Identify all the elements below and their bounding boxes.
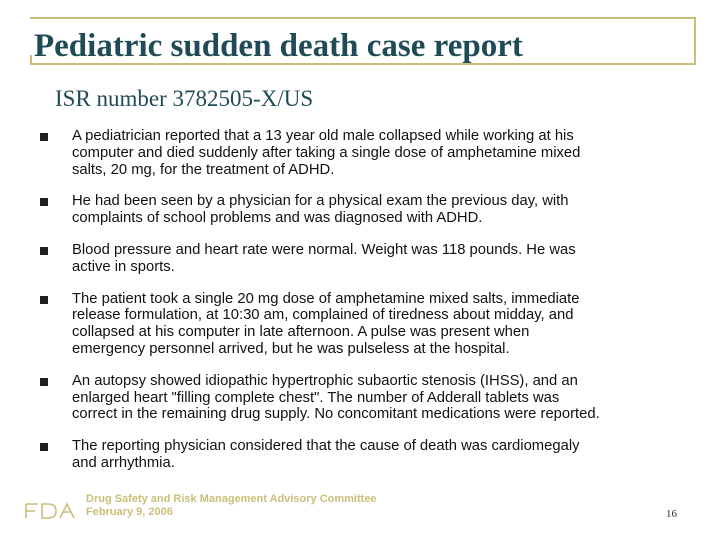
bullet-line: and arrhythmia. [72,454,175,471]
bullet-line: He had been seen by a physician for a physical exam the previous day, with [72,193,569,210]
square-bullet-icon [40,296,48,304]
bullet-text [72,128,690,178]
bullet-line: complaints of school problems and was diagnosed with ADHD. [72,210,483,227]
bullet-text [72,242,690,276]
frame-top-line [30,17,696,19]
bullet-item [40,291,690,358]
bullet-line: correct in the remaining drug supply. No concomitant medications were reported. [72,406,600,423]
bullet-line: The reporting physician considered that the cause of death was cardiomegaly [72,438,580,455]
footer-text [86,493,377,519]
bullet-item [40,242,690,276]
bullet-list [40,128,690,487]
slide-subtitle: ISR number 3782505-X/US [55,86,314,111]
bullet-text [72,373,690,423]
bullet-line: The patient took a single 20 mg dose of amphetamine mixed salts, immediate [72,290,580,307]
frame-left-tick [30,55,32,65]
page-number: 16 [666,508,677,520]
bullet-item [40,438,690,472]
bullet-line: collapsed at his computer in late afternoon. A pulse was present when [72,324,530,341]
bullet-line: computer and died suddenly after taking a single dose of amphetamine mixed [72,144,581,161]
square-bullet-icon [40,133,48,141]
bullet-line: release formulation, at 10:30 am, complained of tiredness about midday, and [72,307,574,324]
square-bullet-icon [40,247,48,255]
bullet-item [40,373,690,423]
bullet-text [72,291,690,358]
bullet-line: emergency personnel arrived, but he was pulseless at the hospital. [72,340,510,357]
bullet-line: A pediatrician reported that a 13 year old male collapsed while working at his [72,128,574,144]
fda-logo-icon [22,500,78,522]
bullet-item [40,193,690,227]
bullet-text [72,193,690,227]
square-bullet-icon [40,443,48,451]
square-bullet-icon [40,198,48,206]
bullet-item [40,128,690,178]
bullet-line: active in sports. [72,258,175,275]
bullet-line: An autopsy showed idiopathic hypertrophic subaortic stenosis (IHSS), and an [72,372,578,389]
footer-committee: Drug Safety and Risk Management Advisory Committee [86,493,377,505]
slide-title: Pediatric sudden death case report [34,28,523,64]
bullet-text [72,438,690,472]
bullet-line: Blood pressure and heart rate were normal. Weight was 118 pounds. He was [72,241,576,258]
frame-right-line [694,17,696,64]
bullet-line: enlarged heart "filling complete chest". The number of Adderall tablets was [72,389,560,406]
bullet-line: salts, 20 mg, for the treatment of ADHD. [72,161,335,178]
square-bullet-icon [40,378,48,386]
footer-date: February 9, 2006 [86,506,173,518]
